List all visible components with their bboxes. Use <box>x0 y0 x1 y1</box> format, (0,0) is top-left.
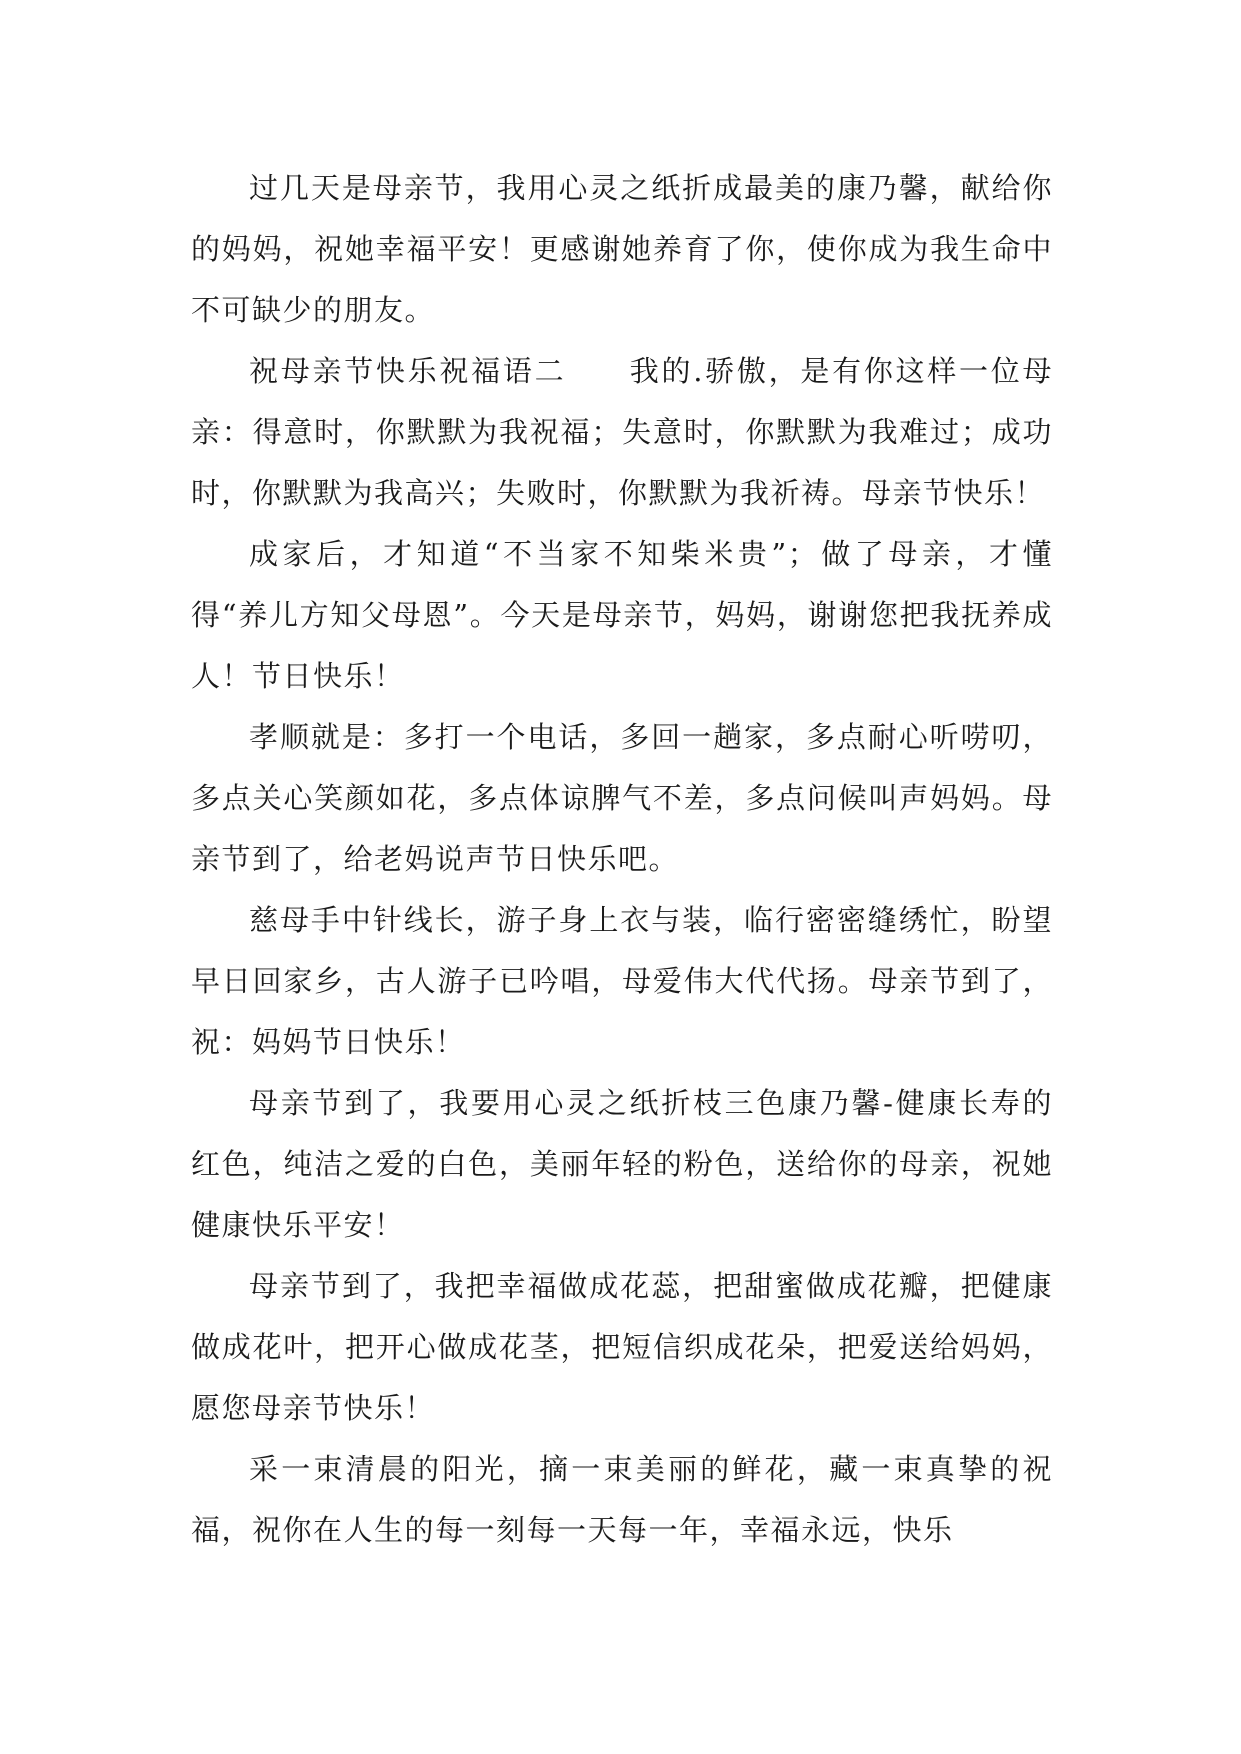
paragraph: 母亲节到了，我要用心灵之纸折枝三色康乃馨-健康长寿的红色，纯洁之爱的白色，美丽年轻的粉色，送给你的母亲，祝她健康快乐平安！ <box>191 1086 1053 1242</box>
paragraph: 过几天是母亲节，我用心灵之纸折成最美的康乃馨，献给你的妈妈，祝她幸福平安！更感谢她养育了你，使你成为我生命中不可缺少的朋友。 <box>191 171 1053 327</box>
paragraph: 成家后，才知道“不当家不知柴米贵”；做了母亲，才懂得“养儿方知父母恩”。今天是母亲节，妈妈，谢谢您把我抚养成人！节日快乐！ <box>191 537 1053 693</box>
paragraph: 母亲节到了，我把幸福做成花蕊，把甜蜜做成花瓣，把健康做成花叶，把开心做成花茎，把短信织成花朵，把爱送给妈妈，愿您母亲节快乐！ <box>191 1269 1053 1425</box>
paragraph: 采一束清晨的阳光，摘一束美丽的鲜花，藏一束真挚的祝福，祝你在人生的每一刻每一天每一年，幸福永远，快乐 <box>191 1452 1053 1547</box>
paragraph: 慈母手中针线长，游子身上衣与装，临行密密缝绣忙，盼望早日回家乡，古人游子已吟唱，母爱伟大代代扬。母亲节到了，祝：妈妈节日快乐！ <box>191 903 1053 1059</box>
paragraph: 孝顺就是：多打一个电话，多回一趟家，多点耐心听唠叨，多点关心笑颜如花，多点体谅脾气不差，多点问候叫声妈妈。母亲节到了，给老妈说声节日快乐吧。 <box>191 720 1053 876</box>
paragraph: 祝母亲节快乐祝福语二 我的.骄傲，是有你这样一位母亲：得意时，你默默为我祝福；失意时，你默默为我难过；成功时，你默默为我高兴；失败时，你默默为我祈祷。母亲节快乐！ <box>191 354 1053 510</box>
document-body <box>191 158 1053 1561</box>
